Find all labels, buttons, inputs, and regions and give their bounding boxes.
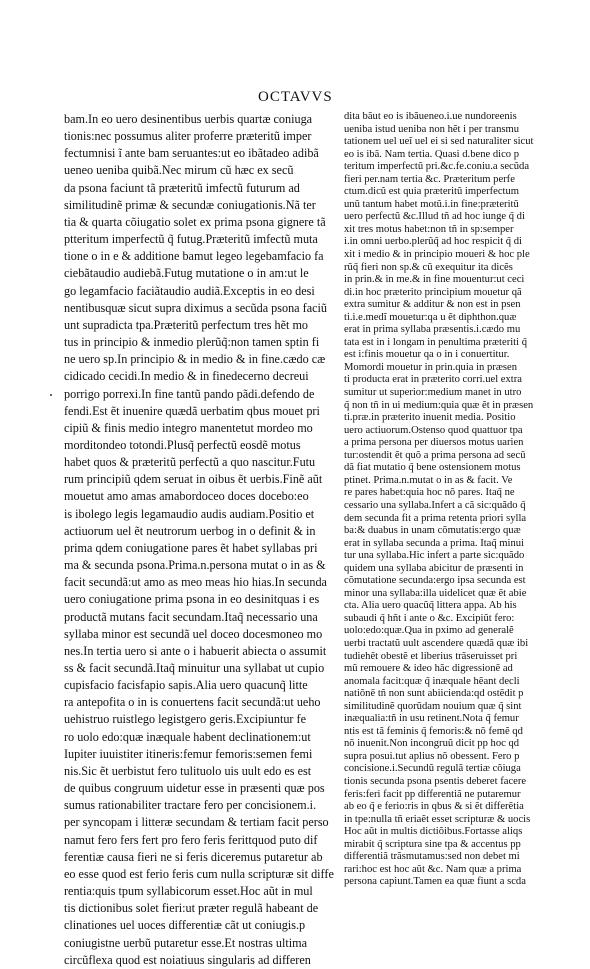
commentary-line: cta. Alia uero quacũq̃ littera appa. Ab his: [344, 600, 517, 612]
commentary-line: minor una syllaba:illa uidelicet quæ ẽt abie: [344, 587, 527, 599]
main-text-line: go legamfacio faciãtaudio audiã.Exceptis in eo desi: [64, 283, 315, 298]
main-text-line: is ibolego legis legamaudio audis audiam.Positio et: [64, 506, 315, 521]
main-text-line: productã mutans facit secundam.Itaq̃ necessario una: [64, 609, 318, 624]
commentary-line: est i:finis mouetur qa o in i conuertitur.: [344, 349, 510, 361]
commentary-line: ntis est tã feminis q̃ femoris:& nõ femẽ qd: [344, 725, 523, 737]
commentary-line: inæqualia:tñ in usu retinent.Nota q̃ femur: [344, 713, 519, 725]
main-text-line: clinationes uel uoces differentiæ cãt ut coniugis.p: [64, 918, 306, 933]
commentary-line: ptinet. Prima.n.mutat o in as & facit. Ve: [344, 474, 513, 486]
main-text-line: ueneo ueniba quibã.Nec mirum cũ hæc ex secũ: [64, 163, 294, 178]
commentary-line: extra sumitur & additur & non est in psen: [344, 299, 521, 311]
commentary-line: ti.i.e.medĩ mouetur:qa u ẽt diphthon.quæ: [344, 311, 517, 323]
commentary-line: uolo:edo:quæ.Qua in pximo ad generalẽ: [344, 625, 514, 637]
main-text-line: nentibusquæ sicut supra diximus a secũda psona faciũ: [64, 300, 327, 315]
main-text-line: eo esse quod est ferio feris cum nulla scripturæ sit diffe: [64, 866, 334, 881]
commentary-line: re pares habet:quia hoc nõ pares. Itaq̃ ne: [344, 487, 515, 499]
main-text-line: facit secundã:ut amo as meo meas hio hias.In secunda: [64, 575, 327, 590]
main-text-line: nis.Sic ẽt uerbistut fero tulituolo uis uult edo es est: [64, 763, 312, 778]
running-head: OCTAVVS: [258, 89, 333, 105]
commentary-line: erat in prima syllaba præsentis.i.cædo mu: [344, 324, 521, 336]
commentary-line: similitudinẽ quorũdam nouium quæ q̃ sint: [344, 700, 522, 712]
main-text-line: fendi.Est ẽt inuenire quædã uerbatim qbus mouet pri: [64, 403, 320, 418]
commentary-line: rari:hoc est hoc aũt &c. Nam quæ a prima: [344, 863, 522, 875]
commentary-line: mũ remouere & ideo hãc digressionẽ ad: [344, 663, 513, 675]
main-text-line: uehistruo ruistlego legistgero geris.Excipiuntur fe: [64, 712, 307, 727]
commentary-column: [344, 111, 558, 889]
main-text-line: Iupiter iuuistiter itineris:femur femoris:semen femi: [64, 746, 313, 761]
commentary-line: uerbi tractatũ uult ascendere quædã quæ ibi: [344, 637, 529, 649]
main-text-line: unt supradicta tpa.Præteritũ perfectum tres hẽt mo: [64, 317, 309, 332]
main-text-line: coniugistne uerbũ putaretur esse.Et nostras ultima: [64, 935, 308, 950]
main-text-line: tus in principio & inmedio plerũq̃:non tamen sptin fi: [64, 335, 320, 350]
main-text-line: cidicado cecidi.In medio & in finedecerno decreui: [64, 369, 309, 384]
main-text-line: syllaba minor est secundã uel doceo docesmoneo mo: [64, 626, 323, 641]
main-text-line: ne uero sp.In principio & in medio & in fine.cædo cæ: [64, 352, 326, 367]
commentary-line: supra posui.tut aplius nõ obessent. Fero p: [344, 750, 520, 762]
commentary-line: erat in syllaba secunda a prima. Itaq̃ minui: [344, 537, 525, 549]
commentary-line: differentiã trãsmutamus:sed non debet mi: [344, 851, 520, 863]
commentary-line: di.in hoc præterito principium mouetur qã: [344, 286, 522, 298]
main-text-line: sumus rationabiliter tractare fero per concisionem.i.: [64, 798, 317, 813]
commentary-line: xit i medio & in principio moueri & hoc ple: [344, 249, 530, 261]
commentary-line: tata est in i longam in penultima præteriti q̃: [344, 336, 528, 348]
main-text-line: porrigo porrexi.In fine tantũ pando pãdi.defendo de: [64, 386, 315, 401]
main-text-line: ciebãtaudio audiebã.Futug mutatione o in am:ut le: [64, 266, 309, 281]
main-text-line: similitudinẽ primæ & secundæ coniugationis.Nã ter: [64, 197, 316, 212]
ink-speck: [50, 394, 52, 396]
commentary-line: in tpe:nulla tñ eriaẽt esset scripturæ & uocis: [344, 813, 531, 825]
main-text-line: fectumnisi ĩ ante bam seruantes:ut eo ibãtadeo adibã: [64, 146, 319, 161]
commentary-line: dem secunda fit a prima retenta priori sylla: [344, 512, 527, 524]
main-text-line: per syncopam i litteræ secundam & tertiam facit perso: [64, 815, 329, 830]
commentary-line: uero actiuorum.Ostenso quod quattuor tpa: [344, 424, 523, 436]
main-text-line: tionis:nec possumus aliter proferre præteritũ imper: [64, 129, 312, 144]
main-text-line: da psona faciunt tã præteritũ imfectũ futurum ad: [64, 180, 300, 195]
commentary-line: a prima persona per diuersos motus uarien: [344, 437, 524, 449]
commentary-line: dita bãut eo is ibãueneo.i.ue nundoreenis: [344, 111, 517, 122]
main-text-line: ra antepofita o in is conuertens facit secundã:ut ueho: [64, 695, 321, 710]
commentary-line: feris:feri facit pp differentiã ne putaremur: [344, 788, 521, 800]
commentary-line: in prin.& in me.& in fine mouentur:ut ceci: [344, 274, 525, 286]
commentary-line: quidem una syllaba abicitur de præsenti in: [344, 562, 524, 574]
commentary-line: eo is ibã. Nam tertia. Quasi d.bene dico p: [344, 148, 520, 160]
commentary-line: Momordi mouetur in prin.quia in præsen: [344, 361, 518, 373]
commentary-line: ti.præ.in præterito inuenit media. Positio: [344, 412, 516, 424]
commentary-line: ba:& duabus in unam cõmutatis:ergo quæ: [344, 525, 521, 537]
main-text-line: ma & secunda psona.Prima.n.persona mutat o in as &: [64, 558, 326, 573]
commentary-line: ctum.dicũ est quia præteritũ imperfectum: [344, 186, 520, 198]
main-text-line: ss & facit secundã.Itaq̃ minuitur una syllabat ut cupio: [64, 661, 325, 675]
commentary-line: mirabit q̃ scriptura sine tpa & accentus pp: [344, 838, 521, 850]
commentary-line: teritum imperfectũ pri.&c.fe.coniu.a secũda: [344, 161, 530, 173]
main-text-line: rum principiũ qdem seruat in oibus ẽt uerbis.Finẽ aũt: [64, 472, 323, 487]
main-text-line: morditondeo totondi.Plusq̃ perfectũ eosdẽ motus: [64, 437, 301, 452]
main-text-line: prima qdem coniugatione pares ẽt habet syllabas pri: [64, 540, 318, 555]
commentary-line: cõmutatione secunda:ergo ipsa secunda est: [344, 575, 526, 587]
commentary-line: tationem uel ueĩ uel ei si sed naturaliter sicut: [344, 136, 534, 148]
main-text-line: cipiũ & finis medio integro manentetut mordeo mo: [64, 420, 313, 435]
commentary-line: xit tres motus habet:non tñ in sp:semper: [344, 223, 514, 235]
commentary-line: tur:ostendit ẽt quõ a prima persona ad secũ: [344, 449, 526, 461]
commentary-line: q̃ non tñ in ui medium:quia quæ ẽt in præsen: [344, 399, 534, 411]
commentary-line: natiõnẽ tñ non sunt abiicienda:qd ostẽdit p: [344, 688, 524, 700]
commentary-line: subaudi q̃ hñt i ante o &c. Excipiũt fero:: [344, 612, 515, 624]
commentary-line: concisione.i.Secundũ regulã tertiæ cõiuga: [344, 763, 521, 775]
main-text-line: ferentiæ causa fieri ne si feris diceremus putaretur ab: [64, 849, 323, 864]
main-text-line: namut fero fers fert pro fero feris ferittquod puto dif: [64, 832, 318, 847]
commentary-line: unũ tantum habet motũ.i.in fine:præteritũ: [344, 198, 519, 210]
commentary-line: dã fiat mutatio q̃ bene ostensionem motus: [344, 462, 521, 474]
main-text-line: uero coniugatione prima psona in eo desinitquas i es: [64, 592, 320, 607]
commentary-line: ueniba istud ueniba non hẽt i per transmu: [344, 123, 520, 135]
main-text-line: ptteritum imperfectũ q̃ futug.Præteritũ imfectũ muta: [64, 232, 318, 247]
main-text-line: ro uolo edo:quæ inæquale habent declinationem:ut: [64, 729, 311, 744]
main-text-line: tia & quarta cõiugatio solet ex prima psona gignere tã: [64, 214, 326, 229]
main-text-line: cupisfacio facisfapio sapis.Alia uero quacunq̃ litte: [64, 678, 308, 693]
main-text-line: bam.In eo uero desinentibus uerbis quartæ coniuga: [64, 112, 313, 126]
main-text-line: circũflexa quod est noiatiuus singularis ad differen: [64, 952, 311, 967]
main-text-line: tis dictionibus solet fieri:ut præter regulã habeant de: [64, 901, 319, 916]
commentary-line: rũq̃ fieri non sp.& cũ exequitur ita dicẽs: [344, 261, 513, 273]
commentary-line: tionis secunda psona psentis deberet facere: [344, 775, 527, 787]
main-text-line: habet quos & præteritũ perfectũ a quo nascitur.Futu: [64, 455, 316, 470]
commentary-line: nõ inuenit.Non incongruũ dicit pp hoc qd: [344, 738, 520, 750]
commentary-line: anomala facit:quæ q̃ inæquale hẽant decli: [344, 675, 520, 687]
commentary-line: cessario una syllaba.Infert a cã sic:quãdo q̃: [344, 499, 526, 511]
main-text-line: nes.In tertia uero si ante o i habuerit abiecta o assumit: [64, 643, 327, 658]
main-text-column: [64, 111, 336, 969]
commentary-line: tudiehẽt obestẽ et liberius trãseruisset pri: [344, 650, 518, 662]
commentary-line: ti producta erat in præterito corri.uel extra: [344, 374, 522, 386]
main-text-line: de quibus congruum uidetur esse in præsenti quæ pos: [64, 781, 325, 796]
commentary-line: Hoc aũt in multis dictiõibus.Fortasse aliqs: [344, 826, 523, 838]
commentary-line: fieri per.nam tertia &c. Præteritum perfe: [344, 173, 515, 185]
commentary-line: i.in omni uerbo.plerũq̃ ad hoc respicit q̃ di: [344, 236, 522, 248]
main-text-line: mouetut amo amas amabordoceo doces docebo:eo: [64, 489, 309, 504]
main-text-line: actiuorum uel ẽt neutrorum uerbog in o definit & in: [64, 523, 316, 538]
main-text-line: rentia:quis tpum syllabicorum esset.Hoc aũt in mul: [64, 884, 313, 899]
commentary-line: uero perfectũ &c.Illud tñ ad hoc iunge q̃ di: [344, 211, 525, 223]
main-text-line: tione o in e & additione bamut legeo legebamfacio fa: [64, 249, 324, 264]
commentary-line: ab eo q̃ e ferio:ris in qbus & si ẽt differẽtia: [344, 801, 524, 813]
commentary-line: tur una syllaba.Hic infert a parte sic:quãdo: [344, 550, 525, 562]
commentary-line: persona capiunt.Tamen ea quæ fiunt a scda: [344, 876, 526, 888]
commentary-line: sumitur ut superior:medium manet in utro: [344, 387, 522, 399]
